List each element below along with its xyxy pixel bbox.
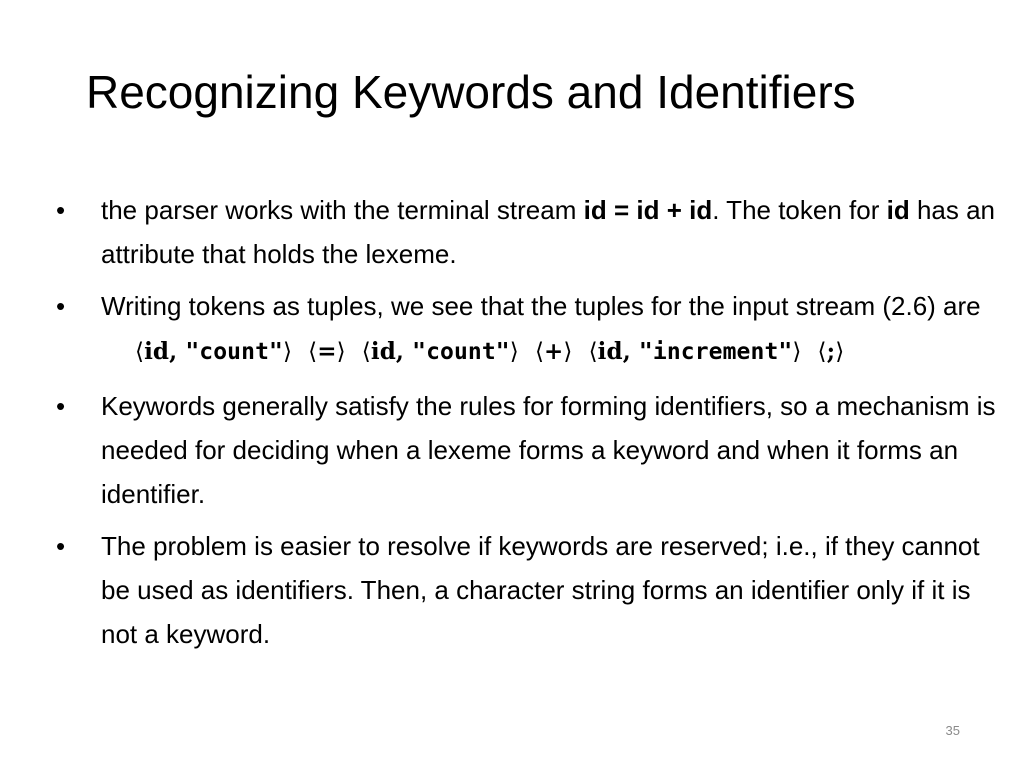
bullet-text-segment: The problem is easier to resolve if keywords are reserved; i.e., if they cannot be used as identifiers. Then, a character string forms an identifier only if it is not a keyword.	[101, 531, 980, 649]
token-attribute: "increment"	[638, 339, 793, 365]
bullet-marker: •	[56, 391, 66, 421]
bullet-text-segment: Writing tokens as tuples, we see that the tuples for the input stream (2.6) are	[101, 291, 981, 321]
bullet-text-segment: Keywords generally satisfy the rules for forming identifiers, so a mechanism is needed for deciding when a lexeme forms a keyword and when it forms an identifier.	[101, 391, 996, 509]
bullet-text	[101, 391, 995, 509]
left-angle: ⟨	[817, 339, 827, 365]
token-tuples	[101, 330, 996, 374]
bullet-text-bold-segment: id = id + id	[583, 195, 713, 225]
left-angle: ⟨	[135, 339, 145, 365]
right-angle: ⟩	[835, 339, 845, 365]
token-name: =	[317, 338, 337, 365]
token-name: id	[370, 338, 396, 365]
right-angle: ⟩	[563, 339, 573, 365]
token-tuple	[362, 338, 519, 365]
token-name: ;	[826, 338, 836, 365]
token-name: +	[544, 338, 564, 365]
right-angle: ⟩	[509, 339, 519, 365]
right-angle: ⟩	[792, 339, 802, 365]
tuple-separator: ,	[622, 338, 639, 365]
bullet-text-segment: has an attribute that holds the lexeme.	[101, 195, 996, 269]
bullet-item	[56, 188, 996, 276]
bullet-text-bold-segment: id	[886, 195, 910, 225]
bullet-marker: •	[56, 195, 66, 225]
right-angle: ⟩	[336, 339, 346, 365]
bullet-text-segment: . The token for	[712, 195, 887, 225]
slide-number: 35	[945, 723, 960, 738]
left-angle: ⟨	[534, 339, 545, 365]
bullet-text	[101, 291, 981, 321]
bullet-item	[56, 284, 996, 374]
bullet-text	[101, 531, 980, 649]
token-name: id	[597, 338, 623, 365]
tuple-separator: ,	[395, 338, 413, 365]
bullet-marker: •	[56, 531, 66, 561]
left-angle: ⟨	[588, 339, 598, 365]
token-tuple	[818, 338, 845, 365]
token-attribute: "count"	[412, 339, 510, 365]
left-angle: ⟨	[361, 339, 371, 365]
token-name: id	[144, 338, 170, 365]
token-tuple	[308, 338, 346, 365]
bullet-item	[56, 524, 996, 656]
left-angle: ⟨	[308, 339, 318, 365]
token-tuple	[135, 338, 292, 365]
slide-title: Recognizing Keywords and Identifiers	[86, 66, 856, 118]
bullet-text-segment: the parser works with the terminal stream	[101, 195, 584, 225]
bullet-marker: •	[56, 291, 66, 321]
token-tuple	[589, 338, 802, 365]
token-tuple	[535, 338, 573, 365]
bullet-item	[56, 384, 996, 516]
bullet-list	[56, 188, 996, 664]
right-angle: ⟩	[282, 339, 293, 365]
tuple-separator: ,	[169, 338, 186, 365]
bullet-text	[101, 195, 995, 269]
token-attribute: "count"	[185, 339, 283, 365]
